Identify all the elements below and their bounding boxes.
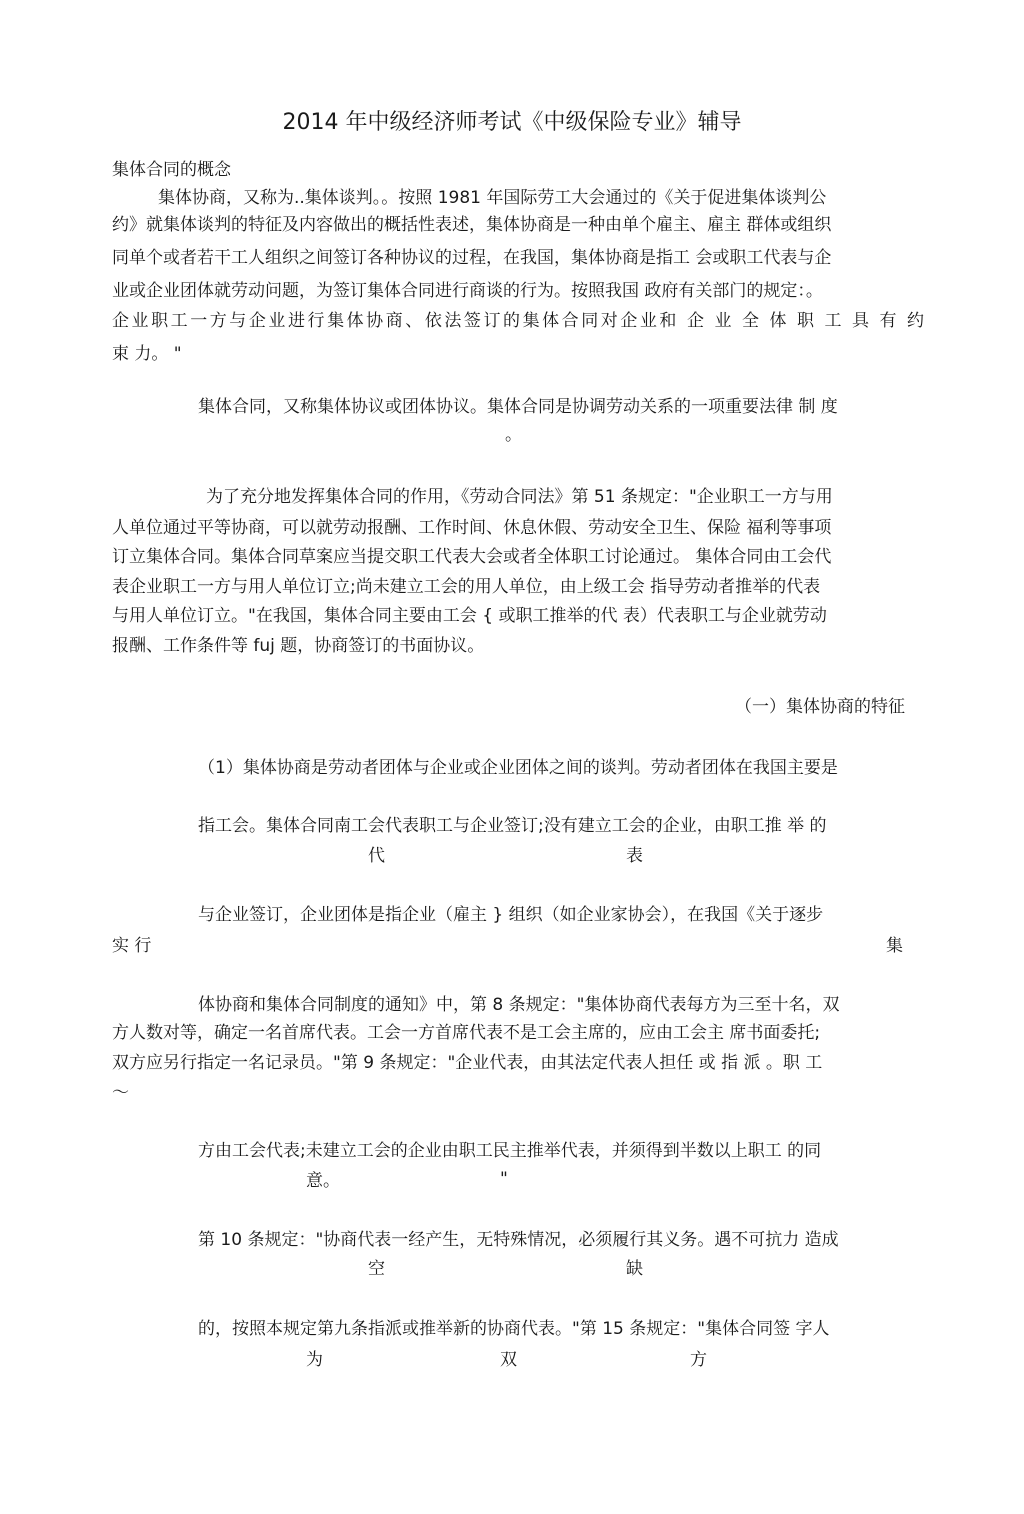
- paragraph-5-line-2b: 集: [886, 936, 903, 956]
- document-title: 2014 年中级经济师考试《中级保险专业》辅导: [282, 110, 742, 135]
- paragraph-9-line-2b: 双: [500, 1350, 517, 1370]
- paragraph-6-line-2: 方人数对等，确定一名首席代表。工会一方首席代表不是工会主席的，应由工会主 席书面委托;: [112, 1023, 821, 1043]
- paragraph-9-line-2c: 方: [690, 1350, 707, 1370]
- paragraph-3-line-2: 人单位通过平等协商，可以就劳动报酬、工作时间、休息休假、劳动安全卫生、保险 福利等事项: [112, 518, 832, 538]
- section-heading: 集体合同的概念: [112, 160, 231, 180]
- paragraph-3-line-3: 订立集体合同。集体合同草案应当提交职工代表大会或者全体职工讨论通过。 集体合同由工会代: [112, 547, 832, 567]
- paragraph-5-line-2a: 实 行: [112, 936, 152, 956]
- paragraph-8-line-2a: 空: [368, 1259, 385, 1279]
- paragraph-8-line-2b: 缺: [626, 1259, 643, 1279]
- paragraph-7-line-1: 方由工会代表;未建立工会的企业由职工民主推举代表，并须得到半数以上职工 的同: [198, 1141, 822, 1161]
- paragraph-2-line-2: 。: [505, 425, 522, 445]
- paragraph-1-line-6: 束 力。 ": [112, 344, 182, 364]
- paragraph-8-line-1: 第 10 条规定："协商代表一经产生，无特殊情况，必须履行其义务。遇不可抗力 造成: [198, 1230, 839, 1250]
- paragraph-3-line-5: 与用人单位订立。"在我国，集体合同主要由工会 { 或职工推举的代 表）代表职工与企业就劳动: [112, 606, 827, 626]
- paragraph-9-line-2a: 为: [306, 1350, 323, 1370]
- paragraph-4-line-2: 指工会。集体合同南工会代表职工与企业签订;没有建立工会的企业，由职工推 举 的: [198, 816, 827, 836]
- paragraph-4-line-1: （1）集体协商是劳动者团体与企业或企业团体之间的谈判。劳动者团体在我国主要是: [198, 758, 838, 778]
- paragraph-3-line-1: 为了充分地发挥集体合同的作用，《劳动合同法》第 51 条规定："企业职工一方与用: [206, 487, 833, 507]
- paragraph-5-line-1: 与企业签订，企业团体是指企业（雇主 } 组织（如企业家协会），在我国《关于逐步: [198, 905, 824, 925]
- paragraph-7-line-2a: 意。: [306, 1171, 340, 1191]
- paragraph-6-line-3: 双方应另行指定一名记录员。"第 9 条规定："企业代表，由其法定代表人担任 或 指 派 。职 工: [112, 1053, 823, 1073]
- sub-heading: （一）集体协商的特征: [735, 697, 905, 717]
- paragraph-1-line-2: 约》就集体谈判的特征及内容做出的概括性表述，集体协商是一种由单个雇主、雇主 群体或组织: [112, 215, 832, 235]
- paragraph-1-line-5: 企业职工一方与企业进行集体协商、依法签订的集体合同对企业和 企 业 全 体 职 工 具 有 约: [112, 311, 924, 331]
- paragraph-6-line-4: 〜: [112, 1083, 129, 1103]
- paragraph-1-line-1: 集体协商，又称为..集体谈判。。按照 1981 年国际劳工大会通过的《关于促进集体谈判公: [158, 188, 827, 208]
- paragraph-1-line-4: 业或企业团体就劳动问题，为签订集体合同进行商谈的行为。按照我国 政府有关部门的规定：。: [112, 281, 823, 301]
- paragraph-2-line-1: 集体合同，又称集体协议或团体协议。集体合同是协调劳动关系的一项重要法律 制 度: [198, 397, 838, 417]
- paragraph-3-line-4: 表企业职工一方与用人单位订立;尚未建立工会的用人单位，由上级工会 指导劳动者推举的代表: [112, 577, 821, 597]
- paragraph-4-line-3a: 代: [368, 846, 385, 866]
- paragraph-4-line-3b: 表: [626, 846, 643, 866]
- paragraph-6-line-1: 体协商和集体合同制度的通知》中，第 8 条规定："集体协商代表每方为三至十名，双: [198, 995, 840, 1015]
- paragraph-9-line-1: 的，按照本规定第九条指派或推举新的协商代表。"第 15 条规定："集体合同签 字人: [198, 1319, 830, 1339]
- paragraph-7-line-2b: ": [500, 1169, 508, 1189]
- paragraph-1-line-3: 同单个或者若干工人组织之间签订各种协议的过程，在我国，集体协商是指工 会或职工代表与企: [112, 248, 832, 268]
- paragraph-3-line-6: 报酬、工作条件等 fuj 题，协商签订的书面协议。: [112, 636, 485, 656]
